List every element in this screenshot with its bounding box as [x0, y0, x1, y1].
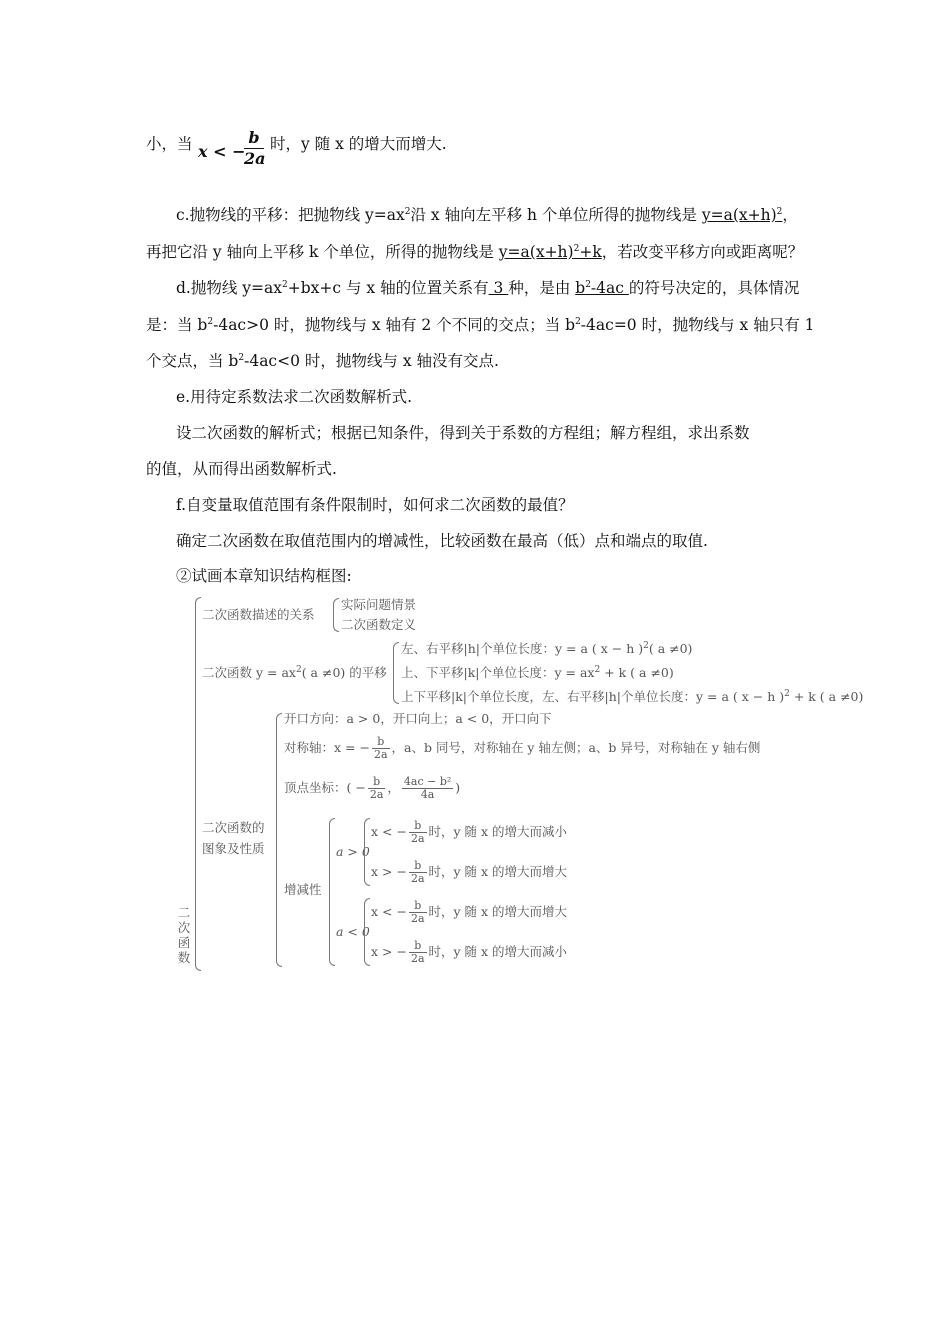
sup: 2: [404, 206, 411, 217]
fraction: [409, 940, 427, 965]
rule-3: [371, 900, 567, 925]
char: 次: [177, 920, 191, 935]
underlined: y=a(x+h): [498, 243, 574, 261]
para-12: ②试画本章知识结构框图:: [176, 567, 352, 585]
para-11: 确定二次函数在取值范围内的增减性，比较函数在最高（低）点和端点的取值.: [176, 532, 708, 550]
para-9: 的值，从而得出函数解析式.: [146, 460, 337, 478]
para-8: 设二次函数的解析式；根据已知条件，得到关于系数的方程组；解方程组，求出系数: [176, 424, 750, 442]
sup: 2: [207, 316, 214, 327]
frac-num: b: [409, 900, 427, 913]
text: ): [455, 780, 461, 795]
underlined: y=a(x+h): [701, 206, 777, 224]
text: +bx+c 与 x 轴的位置关系有: [287, 279, 489, 297]
text: ( a ≠0): [648, 641, 693, 656]
frac-den: 2a: [410, 912, 425, 925]
frac-num: b: [368, 776, 386, 789]
text: ( a ≠0) 的平移: [301, 665, 387, 680]
rule-4: [371, 940, 567, 965]
text: c.抛物线的平移：把抛物线 y=ax: [176, 206, 405, 224]
text: 时，y 随 x 的增大而增大.: [270, 135, 447, 153]
a-negative-brace: [364, 898, 370, 966]
fraction: [409, 860, 427, 885]
prop-label-2: 图象及性质: [202, 841, 265, 856]
frac-num: b: [409, 860, 427, 873]
underlined: b: [575, 279, 586, 297]
text: 时，y 随 x 的增大而增大: [428, 864, 568, 879]
diagram-root-label: [177, 905, 191, 965]
para-1: [146, 134, 205, 154]
sup: 2: [238, 352, 245, 363]
a-negative: a < 0: [336, 924, 370, 939]
sup: 2: [776, 206, 783, 217]
text: 左、右平移|h|个单位长度：y = a ( x − h ): [401, 641, 644, 656]
para-4: [176, 278, 799, 298]
a-positive: a > 0: [336, 844, 370, 859]
text: 小，当: [146, 135, 193, 153]
text: x > −: [371, 944, 407, 959]
text: ，: [782, 206, 798, 224]
para-1-tail: [270, 134, 447, 154]
shift-item-1: [401, 641, 692, 657]
text: d.抛物线 y=ax: [176, 279, 283, 297]
frac-num: b: [409, 940, 427, 953]
rel-item-1: 实际问题情景: [341, 597, 417, 612]
sup: 2: [282, 279, 288, 290]
text: 时，y 随 x 的增大而减小: [428, 824, 568, 839]
para-6: [146, 351, 499, 371]
underlined: +k: [579, 243, 602, 261]
sup: 2: [573, 243, 580, 254]
para-1-math: [198, 142, 246, 162]
frac-den: 2a: [244, 149, 266, 168]
text: 的符号决定的，具体情况: [628, 279, 800, 297]
prop-label-1: 二次函数的: [202, 820, 265, 835]
frac-den: 2a: [410, 832, 425, 845]
text: ，: [387, 780, 400, 795]
underlined: -4ac: [590, 279, 629, 297]
rel-item-2: 二次函数定义: [341, 617, 417, 632]
char: 二: [177, 905, 191, 920]
sup: 2: [585, 279, 591, 290]
sup: 2: [295, 664, 302, 675]
frac-num: b: [244, 128, 264, 149]
frac-den: 2a: [410, 952, 425, 965]
text: 沿 x 轴向左平移 h 个单位所得的抛物线是: [410, 206, 702, 224]
para-7: e.用待定系数法求二次函数解析式.: [176, 388, 413, 406]
rule-2: [371, 860, 567, 885]
rule-1: [371, 820, 567, 845]
shift-label: [202, 665, 387, 681]
text: 上、下平移|k|个单位长度：y = ax: [401, 665, 595, 680]
mono-brace: [329, 818, 335, 966]
frac-den: 2a: [369, 788, 384, 801]
text: + k ( a ≠0): [789, 689, 864, 704]
shift-brace: [393, 642, 399, 704]
para-5: [146, 315, 814, 335]
mono-label: 增减性: [284, 882, 322, 897]
para-10: f.自变量取值范围有条件限制时，如何求二次函数的最值？: [176, 496, 574, 514]
text: + k ( a ≠0): [600, 665, 674, 680]
para-2: [176, 205, 798, 225]
frac-num: 4ac − b²: [403, 775, 452, 788]
fraction: [409, 900, 427, 925]
sup: 2: [784, 688, 790, 699]
text: 顶点坐标：( −: [284, 780, 366, 795]
text: x < −: [371, 904, 407, 919]
text: 二次函数 y = ax: [202, 665, 296, 680]
frac-den: 4a: [420, 788, 435, 801]
frac-den: 2a: [410, 872, 425, 885]
text: x < −: [371, 824, 407, 839]
text: -4ac<0 时，抛物线与 x 轴没有交点.: [244, 352, 499, 370]
rel-label: 二次函数描述的关系: [202, 607, 315, 622]
frac-num: b: [409, 820, 427, 833]
text: 时，y 随 x 的增大而减小: [428, 944, 568, 959]
sup: 2: [575, 316, 581, 327]
text: -4ac=0 时，抛物线与 x 轴只有 1: [580, 316, 815, 334]
root-brace: [195, 597, 201, 971]
frac-num: b: [372, 736, 390, 749]
fraction: [409, 820, 427, 845]
text: 再把它沿 y 轴向上平移 k 个单位，所得的抛物线是: [146, 243, 499, 261]
text: 种，是由: [508, 279, 576, 297]
text: 个交点，当 b: [146, 352, 239, 370]
para-1-frac: [244, 128, 264, 169]
fraction: [368, 776, 386, 801]
sup: 2: [643, 640, 649, 651]
char: 函: [177, 935, 191, 950]
a-positive-brace: [364, 818, 370, 886]
text: 对称轴：x = −: [284, 740, 370, 755]
text: 时，y 随 x 的增大而增大: [428, 904, 568, 919]
text: 是：当 b: [146, 316, 208, 334]
text: x > −: [371, 864, 407, 879]
math-text: x < −: [198, 142, 246, 161]
text: -4ac>0 时，抛物线与 x 轴有 2 个不同的交点；当 b: [213, 316, 576, 334]
prop-axis: [284, 736, 760, 761]
underlined: 3: [488, 279, 509, 297]
prop-vertex: [284, 776, 460, 801]
shift-item-2: [401, 665, 674, 681]
text: ，a、b 同号，对称轴在 y 轴左侧；a、b 异号，对称轴在 y 轴右侧: [391, 740, 761, 755]
prop-open: 开口方向：a > 0，开口向上；a < 0，开口向下: [284, 711, 552, 726]
shift-item-3: [401, 689, 863, 705]
char: 数: [177, 950, 191, 965]
rel-brace: [333, 598, 339, 632]
fraction: [402, 776, 453, 801]
sup: 2: [594, 664, 601, 675]
text: ，若改变平移方向或距离呢？: [601, 243, 804, 261]
text: 上下平移|k|个单位长度，左、右平移|h|个单位长度：y = a ( x − h ): [401, 689, 785, 704]
frac-den: 2a: [373, 748, 388, 761]
fraction: [372, 736, 390, 761]
prop-brace: [276, 713, 282, 967]
para-3: [146, 242, 803, 262]
